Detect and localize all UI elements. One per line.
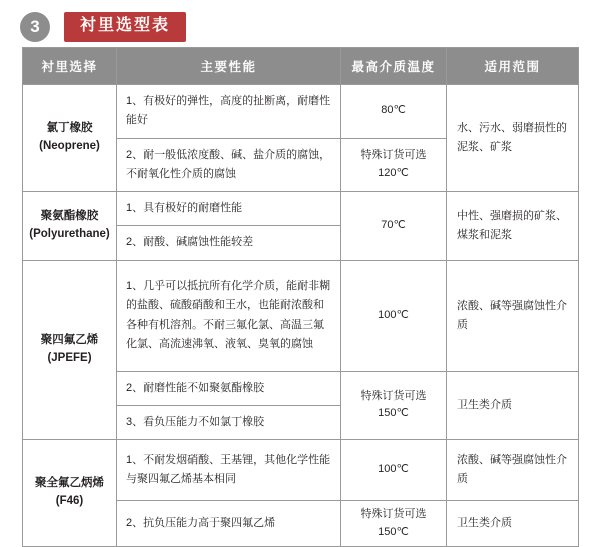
temperature-line: 特殊订货可选 [360,508,427,520]
temperature-cell [341,371,447,440]
lining-selection-table [22,47,579,547]
temperature-cell: 80℃ [341,85,447,139]
temperature-line: 150℃ [378,407,409,420]
lining-name-neoprene [23,85,117,192]
application-cell [447,192,579,261]
temperature-cell [341,501,447,547]
column-header-max-temperature: 最高介质温度 [341,48,447,85]
lining-name-line2: (Neoprene) [39,140,100,152]
temperature-line: 120℃ [378,166,409,179]
column-header-application: 适用范围 [447,48,579,85]
application-line: 浓酸、碱等强腐蚀性介 [457,299,567,312]
column-header-lining: 衬里选择 [23,48,117,85]
table-row [23,192,579,226]
application-line: 浓酸、碱等强腐蚀性介 [457,454,567,467]
table-header-row [23,48,579,85]
performance-cell: 2、耐酸、碱腐蚀性能较差 [117,226,341,260]
application-line: 中性、强磨损的矿浆、 [457,210,567,223]
application-line: 煤浆和泥浆 [457,228,512,241]
table-row [23,440,579,501]
table-row [23,85,579,139]
lining-name-ptfe [23,260,117,440]
application-cell [447,85,579,192]
page-title: 衬里选型表 [64,12,186,41]
temperature-cell: 70℃ [341,192,447,261]
lining-name-line1: 聚全氟乙炳烯 [35,477,104,490]
performance-cell: 2、抗负压能力高于聚四氟乙烯 [117,501,341,547]
step-number-badge: 3 [20,12,50,42]
performance-cell: 2、耐磨性能不如聚氨酯橡胶 [117,371,341,405]
performance-cell: 1、具有极好的耐磨性能 [117,192,341,226]
lining-selection-table-wrapper [22,47,578,547]
temperature-line: 150℃ [378,525,409,538]
application-cell [447,440,579,501]
lining-name-line2: (F46) [55,495,84,508]
application-cell: 卫生类介质 [447,501,579,547]
page-header [0,0,600,42]
temperature-cell [341,138,447,192]
lining-name-line1: 聚氨酯橡胶 [40,209,99,222]
temperature-cell: 100℃ [341,440,447,501]
application-cell: 卫生类介质 [447,371,579,440]
lining-name-polyurethane [23,192,117,261]
performance-cell: 1、几乎可以抵抗所有化学介质，能耐非糊的盐酸、硫酸硝酸和王水，也能耐浓酸和各种有机溶剂。不耐三氟化氯、高温三氟化氯、高流速沸氧、液氧、臭氧的腐蚀 [117,260,341,371]
application-cell [447,260,579,371]
application-line: 泥浆、矿浆 [457,141,512,153]
lining-name-line2: (Polyurethane) [29,227,110,240]
column-header-performance: 主要性能 [117,48,341,85]
table-row [23,260,579,371]
lining-name-line2: (JPEFE) [47,351,92,364]
performance-cell: 3、看负压能力不如氯丁橡胶 [117,405,341,439]
application-line: 水、污水、弱磨损性的 [457,122,567,135]
performance-cell: 1、有极好的弹性，高度的扯断离，耐磨性能好 [117,85,341,139]
lining-name-f46 [23,440,117,547]
temperature-cell: 100℃ [341,260,447,371]
application-line: 质 [457,318,468,331]
lining-name-line1: 聚四氟乙烯 [40,333,99,346]
lining-name-line1: 氯丁橡胶 [46,122,93,135]
performance-cell: 2、耐一般低浓度酸、碱、盐介质的腐蚀，不耐氧化性介质的腐蚀 [117,138,341,192]
application-line: 质 [457,473,468,485]
performance-cell: 1、不耐发烟硝酸、王基锂，其他化学性能与聚四氟乙烯基本相同 [117,440,341,501]
temperature-line: 特殊订货可选 [360,149,427,162]
temperature-line: 特殊订货可选 [360,389,427,402]
